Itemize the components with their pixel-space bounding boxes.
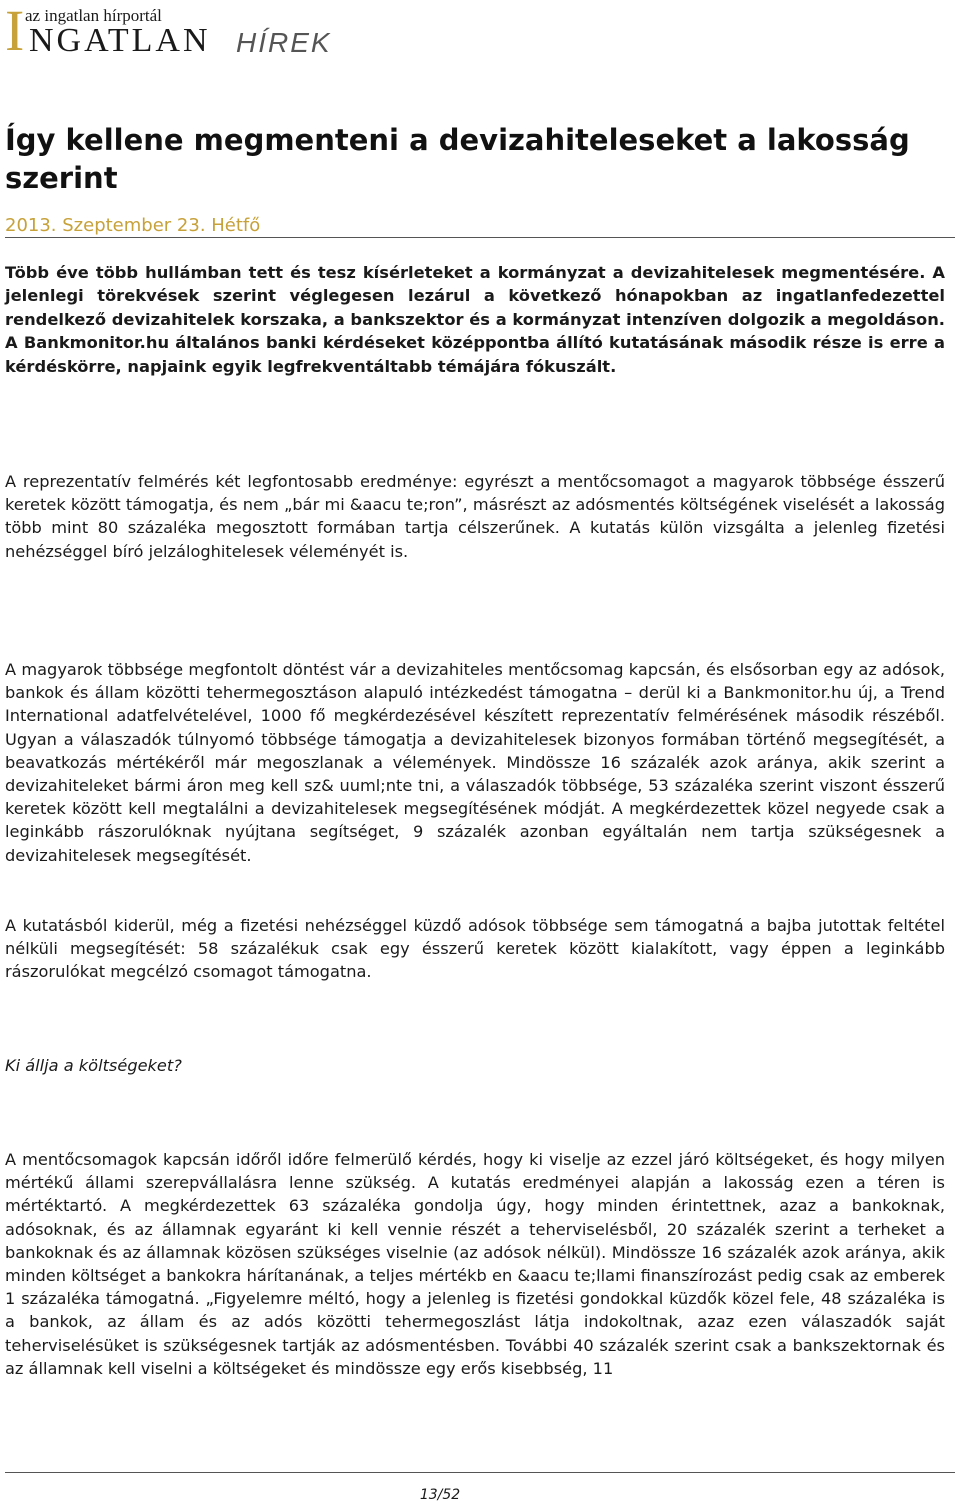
- section-subheading: Ki állja a költségeket?: [5, 1056, 182, 1075]
- article-date: 2013. Szeptember 23. Hétfő: [5, 215, 261, 236]
- footer-divider: [5, 1472, 955, 1473]
- date-divider: [5, 237, 955, 238]
- site-logo[interactable]: [5, 0, 335, 63]
- logo-tagline: az ingatlan hírportál: [25, 6, 162, 25]
- logo-word-accent: HÍREK: [236, 27, 332, 58]
- page-number: 13/52: [419, 1487, 461, 1503]
- paragraph-1: A reprezentatív felmérés két legfontosabb eredménye: egyrészt a mentőcsomagot a magyarok többsége ésszerű keretek között támogatja, és nem „bár mi &aacu te;ron”, másrészt az adósmentés költségének viselését a lakosság több mint 80 százaléka megosztott formában tartja célszerűnek. A kutatás külön vizsgálta a jelenleg fizetési nehézséggel bíró jelzáloghitelesek véleményét is.: [5, 472, 945, 561]
- paragraph-4: A mentőcsomagok kapcsán időről időre felmerülő kérdés, hogy ki viselje az ezzel járó költségeket, és hogy milyen mértékű állami szerepvállalásra lenne szükség. A kutatás eredményei alapján a lakosság ezen a téren is mértéktartó. A megkérdezettek 63 százaléka gondolja úgy, hogy minden érintettnek, azaz a bankoknak, adósoknak, és az államnak egyaránt ki kell vennie részét a teherviselésből, 20 százalék szerint a terheket a bankoknak és az államnak közösen szükséges viselnie (az adósok nélkül). Mindössze 16 százalék azok aránya, akik minden költséget a bankokra hárítanának, a teljes mértékb en &aacu te;llami finanszírozást pedig csak az emberek 1 százaléka támogatná. „Figyelemre méltó, hogy a jelenleg is fizetési gondokkal küzdők közel fele, 48 százaléka is a bankok, az állam és az adós közötti tehermegoszlást látja indokoltnak, azaz ezen válaszadók saját teherviselésüket is szükségesnek tartják az adósmentésben. További 40 százalék szerint csak a bankszektornak és az államnak kell viselni a költségeket és mindössze egy erős kisebbség, 11: [5, 1150, 945, 1378]
- article-title: Így kellene megmenteni a devizahiteleseket a lakosság szerint: [5, 123, 910, 195]
- logo-word-main: NGATLAN: [29, 22, 211, 59]
- logo-initial: I: [5, 0, 25, 63]
- article-lead: Több éve több hullámban tett és tesz kísérleteket a kormányzat a devizahitelesek megmentésére. A jelenlegi törekvések szerint véglegesen lezárul a következő hónapokban az ingatlanfedezettel rendelkező devizahitelek korszaka, a bankszektor és a kormányzat intenzíven dolgozik a megoldáson. A Bankmonitor.hu általános banki kérdéseket középpontba állító kutatásának második része is erre a kérdéskörre, napjaink egyik legfrekventáltabb témájára fókuszált.: [5, 263, 945, 376]
- paragraph-2: A magyarok többsége megfontolt döntést vár a devizahiteles mentőcsomag kapcsán, és elsősorban egy az adósok, bankok és állam közötti tehermegosztáson alapuló intézkedést támogatna – derül ki a Bankmonitor.hu új, a Trend International adatfelvételével, 1000 fő megkérdezésével készített reprezentatív felmérésének második részéből. Ugyan a válaszadók túlnyomó többsége támogatja a devizahitelesek bizonyos formában történő megsegítését, a beavatkozás mértékéről már megoszlanak a vélemények. Mindössze 16 százalék azok aránya, akik szerint a devizahiteleket bármi áron meg kell sz& uuml;nte tni, a válaszadók többsége, 53 százaléka szerint viszont ésszerű keretek között kell megtalálni a devizahitelesek megsegítésének módját. A megkérdezettek közel negyede csak a leginkább rászorulóknak nyújtana segítséget, 9 százalék azonban egyáltalán nem tartja szükségesnek a devizahitelesek megsegítését.: [5, 660, 945, 865]
- paragraph-3: A kutatásból kiderül, még a fizetési nehézséggel küzdő adósok többsége sem támogatná a bajba jutottak feltétel nélküli megsegítését: 58 százalékuk csak egy ésszerű keretek között kialakított, vagy éppen a leginkább rászorulókat megcélzó csomagot támogatna.: [5, 916, 945, 982]
